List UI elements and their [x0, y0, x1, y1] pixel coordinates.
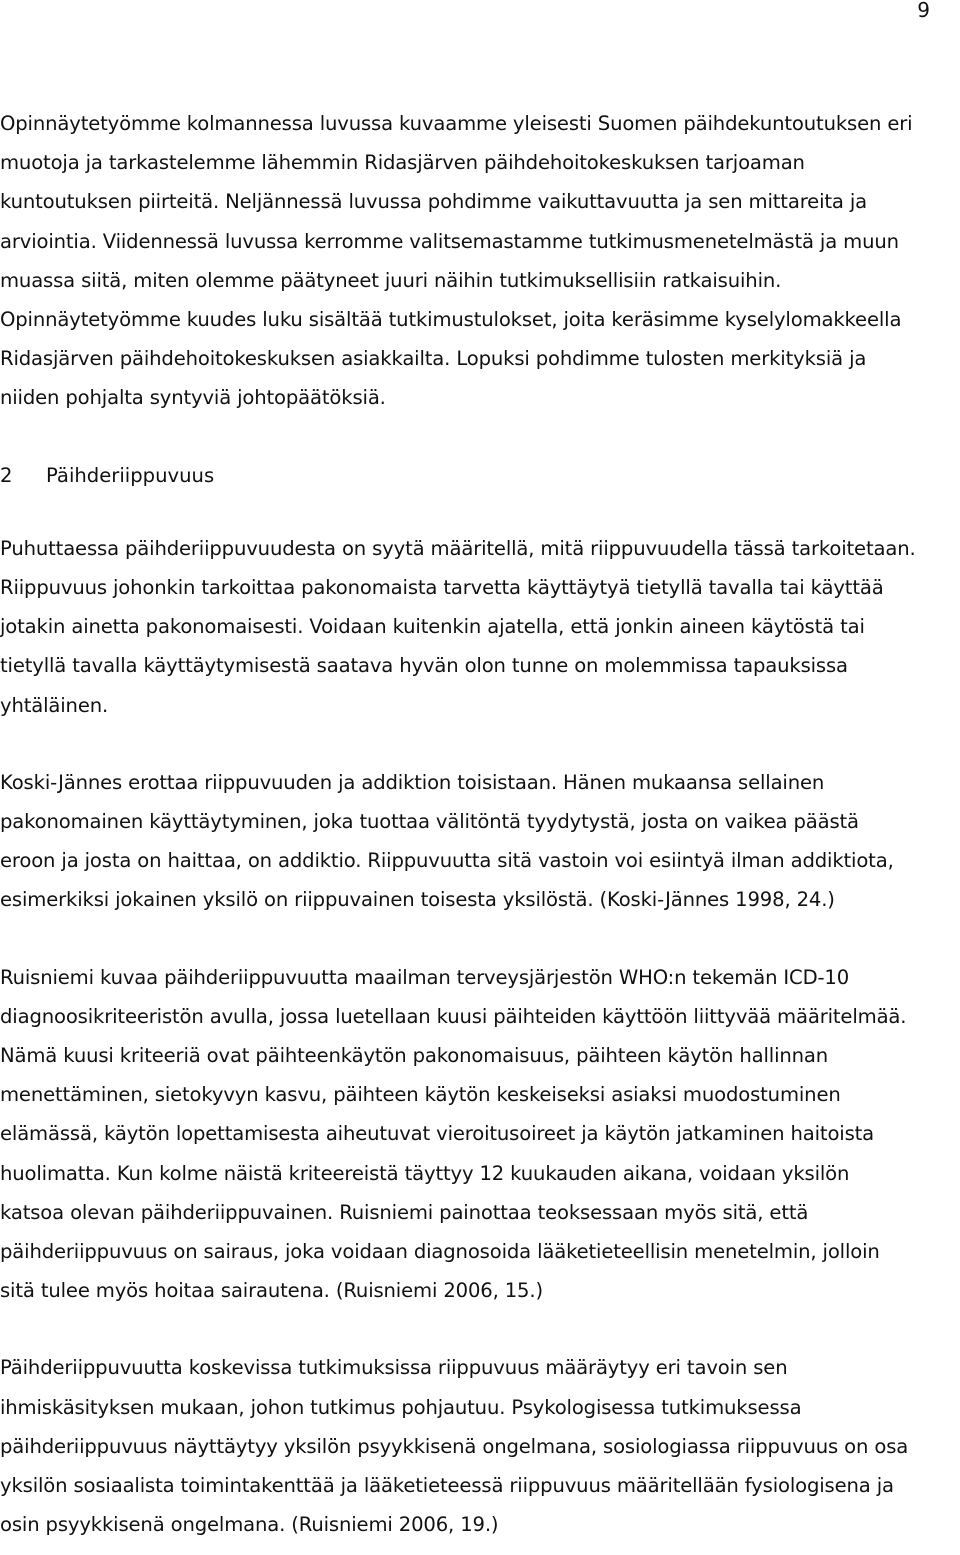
paragraph-line: Nämä kuusi kriteeriä ovat päihteenkäytön pakonomaisuus, päihteen käytön hallinnan: [0, 1044, 829, 1068]
paragraph-line: eroon ja josta on haittaa, on addiktio. Riippuvuutta sitä vastoin voi esiintyä ilman addiktiota,: [0, 849, 894, 873]
paragraph-line: elämässä, käytön lopettamisesta aiheutuvat vieroitusoireet ja käytön jatkaminen haitoista: [0, 1122, 875, 1146]
paragraph-line: Ruisniemi kuvaa päihderiippuvuutta maailman terveysjärjestön WHO:n tekemän ICD-10: [0, 965, 850, 989]
paragraph-line: kuntoutuksen piirteitä. Neljännessä luvussa pohdimme vaikuttavuutta ja sen mittareita ja: [0, 190, 867, 214]
paragraph-line: Opinnäytetyömme kolmannessa luvussa kuvaamme yleisesti Suomen päihdekuntoutuksen eri: [0, 112, 913, 135]
section-paragraph-2: [0, 763, 950, 920]
paragraph-line: Koski-Jännes erottaa riippuvuuden ja addiktion toisistaan. Hänen mukaansa sellainen: [0, 770, 825, 794]
paragraph-line: esimerkiksi jokainen yksilö on riippuvainen toisesta yksilöstä. (Koski-Jännes 1998, 24.): [0, 888, 835, 912]
paragraph-line: katsoa olevan päihderiippuvainen. Ruisniemi painottaa teoksessaan myös sitä, että: [0, 1200, 809, 1224]
paragraph-line: huolimatta. Kun kolme näistä kriteereistä täyttyy 12 kuukauden aikana, voidaan yksilön: [0, 1161, 850, 1185]
document-body: [0, 104, 950, 1545]
section-paragraph-3: [0, 958, 950, 1311]
section-paragraph-4: [0, 1348, 950, 1544]
paragraph-line: yksilön sosiaalista toimintakenttää ja lääketieteessä riippuvuus määritellään fysiologisena ja: [0, 1474, 894, 1498]
paragraph-line: ihmiskäsityksen mukaan, johon tutkimus pohjautuu. Psykologisessa tutkimuksessa: [0, 1395, 802, 1419]
paragraph-line: Ridasjärven päihdehoitokeskuksen asiakkailta. Lopuksi pohdimme tulosten merkityksiä ja: [0, 347, 867, 371]
paragraph-line: jotakin ainetta pakonomaisesti. Voidaan kuitenkin ajatella, että jonkin aineen käytöstä tai: [0, 615, 865, 639]
paragraph-line: pakonomainen käyttäytyminen, joka tuottaa välitöntä tyydytystä, josta on vaikea päästä: [0, 810, 859, 834]
section-number: 2: [0, 463, 13, 487]
section-paragraph-1: [0, 529, 950, 725]
paragraph-line: tietyllä tavalla käyttäytymisestä saatava hyvän olon tunne on molemmissa tapauksissa: [0, 654, 848, 678]
paragraph-line: Puhuttaessa päihderiippuvuudesta on syytä määritellä, mitä riippuvuudella tässä tarkoitetaan.: [0, 536, 916, 560]
section-heading: [0, 456, 950, 495]
paragraph-line: muassa siitä, miten olemme päätyneet juuri näihin tutkimuksellisiin ratkaisuihin.: [0, 268, 782, 292]
page-number: 9: [917, 0, 930, 22]
paragraph-line: menettäminen, sietokyvyn kasvu, päihteen käytön keskeiseksi asiaksi muodostuminen: [0, 1083, 841, 1107]
paragraph-line: niiden pohjalta syntyviä johtopäätöksiä.: [0, 386, 386, 410]
paragraph-line: yhtäläinen.: [0, 693, 109, 717]
paragraph-line: arviointia. Viidennessä luvussa kerromme valitsemastamme tutkimusmenetelmästä ja muun: [0, 229, 899, 253]
paragraph-line: Päihderiippuvuutta koskevissa tutkimuksissa riippuvuus määräytyy eri tavoin sen: [0, 1356, 788, 1380]
paragraph-line: osin psyykkisenä ongelmana. (Ruisniemi 2006, 19.): [0, 1513, 499, 1537]
section-title: Päihderiippuvuus: [46, 463, 215, 487]
paragraph-line: päihderiippuvuus näyttäytyy yksilön psyykkisenä ongelmana, sosiologiassa riippuvuus on osa: [0, 1434, 909, 1458]
paragraph-line: diagnoosikriteeristön avulla, jossa luetellaan kuusi päihteiden käyttöön liittyvää määritelmää.: [0, 1004, 907, 1028]
paragraph-line: muotoja ja tarkastelemme lähemmin Ridasjärven päihdehoitokeskuksen tarjoaman: [0, 151, 805, 175]
paragraph-line: Opinnäytetyömme kuudes luku sisältää tutkimustulokset, joita keräsimme kyselylomakkeella: [0, 308, 902, 332]
paragraph-line: sitä tulee myös hoitaa sairautena. (Ruisniemi 2006, 15.): [0, 1279, 543, 1303]
paragraph-line: Riippuvuus johonkin tarkoittaa pakonomaista tarvetta käyttäytyä tietyllä tavalla tai käyttää: [0, 576, 884, 600]
intro-paragraph: [0, 104, 950, 418]
paragraph-line: päihderiippuvuus on sairaus, joka voidaan diagnosoida lääketieteellisin menetelmin, jolloin: [0, 1240, 880, 1264]
